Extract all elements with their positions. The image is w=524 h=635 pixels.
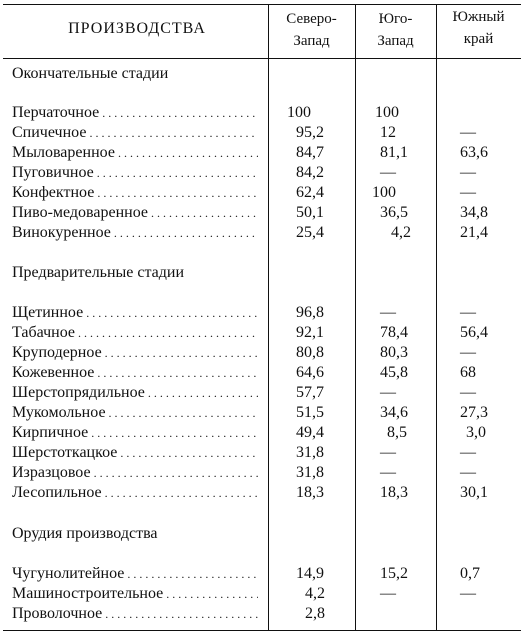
value-northwest: 57,7 [296,384,324,401]
value-southwest: — [380,444,396,461]
row-name: Проволочное . . . [12,604,258,624]
row-name: Перчаточное . . . [12,103,258,123]
value-southwest: — [380,585,396,602]
header-southwest-line1: Юго- [378,11,413,27]
row-name: Спичечное . . . [12,123,258,143]
value-southwest: 36,5 [380,204,408,221]
value-northwest: 96,8 [296,304,324,321]
section-title: Окончательные стадии [12,65,169,82]
value-south: — [460,464,476,481]
value-northwest: 84,2 [296,164,324,181]
row-name: Чугунолитейное . . . [12,564,258,584]
row-name: Винокуренное . . . [12,223,258,243]
value-south: — [460,384,476,401]
value-southwest: 34,6 [380,404,408,421]
value-northwest: 2,8 [305,605,325,622]
value-south: — [460,124,476,141]
header-production: ПРОИЗВОДСТВА [68,20,206,37]
value-northwest: 4,2 [305,585,325,602]
value-northwest: 31,8 [296,444,324,461]
value-southwest: 12 [380,124,396,141]
row-name: Щетинное . . . [12,303,258,323]
value-south: 30,1 [460,484,488,501]
table-bottom-rule [3,630,521,631]
value-northwest: 50,1 [296,204,324,221]
value-southwest: 80,3 [380,344,408,361]
value-south: 27,3 [460,404,488,421]
value-southwest: 81,1 [380,144,408,161]
value-southwest: 18,3 [380,484,408,501]
value-south: 0,7 [460,565,480,582]
header-northwest-line2: Запад [293,33,330,49]
value-south: — [460,344,476,361]
value-southwest: — [380,164,396,181]
header-southwest-line2: Запад [377,33,414,49]
row-name: Пиво-медоваренное . . . [12,203,258,223]
value-southwest: 8,5 [387,424,407,441]
value-south: — [460,304,476,321]
value-northwest: 100 [287,104,311,121]
value-south: 3,0 [466,424,486,441]
header-northwest [268,8,355,52]
value-northwest: 18,3 [296,484,324,501]
value-south: 63,6 [460,144,488,161]
row-name: Машиностроительное . . . [12,584,258,604]
section-title: Орудия производства [12,525,158,542]
value-northwest: 92,1 [296,324,324,341]
value-southwest: 15,2 [380,565,408,582]
value-southwest: — [380,304,396,321]
value-southwest: 45,8 [380,364,408,381]
row-name: Кирпичное . . . [12,423,258,443]
value-southwest: 100 [375,104,399,121]
row-name: Пуговичное . . . [12,163,258,183]
value-southwest: — [380,464,396,481]
header-south [436,6,521,50]
value-northwest: 51,5 [296,404,324,421]
value-northwest: 80,8 [296,344,324,361]
value-southwest: 78,4 [380,324,408,341]
row-name: Табачное . . . [12,323,258,343]
value-south: — [460,585,476,602]
row-name: Мукомольное . . . [12,403,258,423]
header-south-line1: Южный [452,9,505,25]
value-northwest: 84,7 [296,144,324,161]
value-southwest: — [380,384,396,401]
row-name: Кожевенное . . . [12,363,258,383]
value-south: — [460,184,476,201]
value-south: 21,4 [460,224,488,241]
section-title: Предварительные стадии [12,264,185,281]
row-name: Шерстоткацкое . . . [12,443,258,463]
value-northwest: 64,6 [296,364,324,381]
header-southwest [355,8,436,52]
value-northwest: 62,4 [296,184,324,201]
value-northwest: 49,4 [296,424,324,441]
value-southwest: 100 [372,184,396,201]
value-south: — [460,164,476,181]
value-northwest: 14,9 [296,565,324,582]
row-name: Шерстопрядильное . . . [12,383,258,403]
value-southwest: 4,2 [391,224,411,241]
header-northwest-line1: Северо- [286,11,337,27]
row-name: Круподерное . . . [12,343,258,363]
column-divider-2 [355,4,356,631]
header-bottom-rule [3,58,521,59]
value-south: 34,8 [460,204,488,221]
value-northwest: 31,8 [296,464,324,481]
row-name: Конфектное . . . [12,183,258,203]
table-top-rule [3,4,521,5]
row-name: Изразцовое . . . [12,463,258,483]
value-northwest: 25,4 [296,224,324,241]
column-divider-3 [436,4,437,631]
value-northwest: 95,2 [296,124,324,141]
value-south: 68 [460,364,476,381]
row-name: Мыловаренное . . . [12,143,258,163]
row-name: Лесопильное . . . [12,483,258,503]
header-south-line2: край [463,31,494,47]
value-south: — [460,444,476,461]
value-south: 56,4 [460,324,488,341]
column-divider-1 [268,4,269,631]
